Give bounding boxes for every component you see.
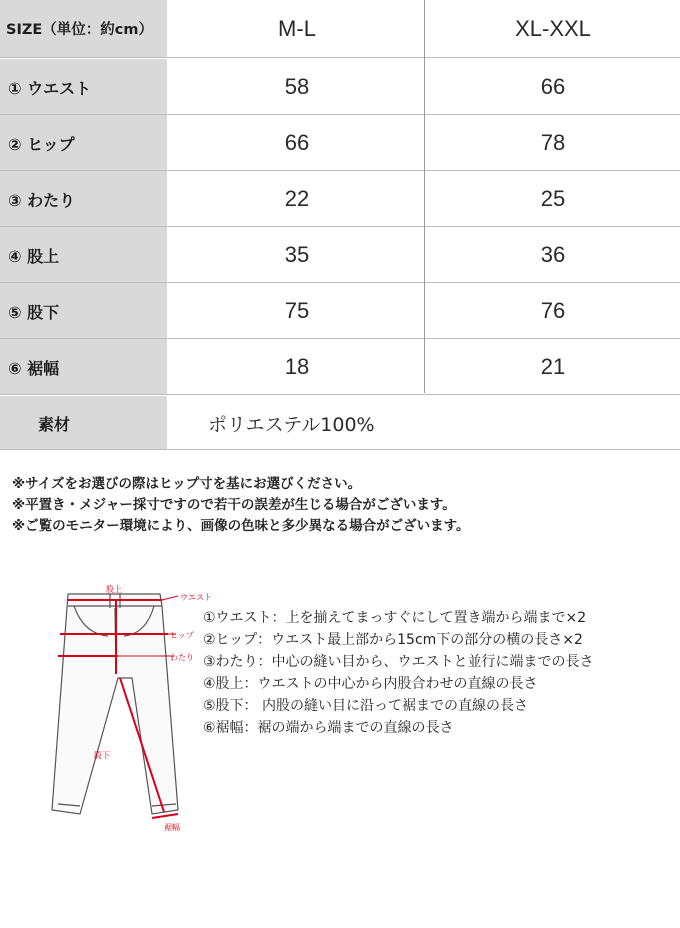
diagram-label-thigh: わたり — [170, 653, 194, 662]
material-label: 素材 — [0, 396, 167, 450]
table-cell: 35 — [284, 242, 310, 267]
row-divider — [0, 226, 680, 227]
legend-item: ⑥裾幅：裾の端から端までの直線の長さ — [203, 720, 454, 736]
table-cell: 78 — [540, 130, 566, 155]
column-divider — [424, 0, 425, 393]
diagram-label-inseam: 股下 — [94, 751, 110, 760]
note-item: ※平置き・メジャー採寸ですので若干の誤差が生じる場合がございます。 — [12, 497, 456, 513]
table-cell: 18 — [284, 354, 310, 379]
size-column-xlxxl: XL-XXL — [515, 15, 591, 41]
material-row — [0, 396, 680, 450]
legend-item: ④股上：ウエストの中心から内股合わせの直線の長さ — [203, 676, 538, 692]
diagram-label-waist: ウエスト — [180, 593, 212, 602]
notes — [12, 474, 672, 537]
table-cell: 36 — [540, 242, 566, 267]
table-cell: 21 — [540, 354, 566, 379]
note-item: ※ご覧のモニター環境により、画像の色味と多少異なる場合がございます。 — [12, 518, 470, 534]
row-divider — [0, 394, 680, 395]
table-cell: 75 — [284, 298, 310, 323]
table-cell: 58 — [284, 74, 310, 99]
diagram-label-rise: 股上 — [106, 585, 122, 594]
legend-item: ③わたり：中心の縫い目から、ウエストと並行に端までの長さ — [203, 654, 594, 670]
row-label-rise: ④ 股上 — [0, 227, 167, 283]
table-cell: 66 — [540, 74, 566, 99]
row-label-waist: ① ウエスト — [0, 59, 167, 115]
table-cell: 76 — [540, 298, 566, 323]
measurement-legend — [203, 607, 594, 739]
table-row — [0, 283, 680, 339]
size-table — [0, 0, 680, 450]
table-row — [0, 171, 680, 227]
table-row — [0, 227, 680, 283]
material-value: ポリエステル100% — [208, 413, 375, 436]
table-row — [0, 115, 680, 171]
row-divider — [0, 170, 680, 171]
table-header — [0, 0, 680, 57]
table-cell: 66 — [284, 130, 310, 155]
row-label-hem: ⑥ 裾幅 — [0, 339, 167, 395]
row-label-inseam: ⑤ 股下 — [0, 283, 167, 339]
table-row — [0, 339, 680, 395]
table-cell: 25 — [540, 186, 566, 211]
row-divider — [0, 338, 680, 339]
legend-item: ①ウエスト：上を揃えてまっすぐにして置き端から端まで×2 — [203, 610, 587, 626]
row-divider — [0, 57, 680, 58]
legend-item: ⑤股下： 内股の縫い目に沿って裾までの直線の長さ — [203, 698, 528, 714]
size-header-label: SIZE（単位：約cm） — [0, 0, 167, 57]
row-label-thigh: ③ わたり — [0, 171, 167, 227]
table-row — [0, 59, 680, 115]
diagram-label-hem: 裾幅 — [164, 823, 180, 832]
table-bottom-border — [0, 449, 680, 450]
row-label-hip: ② ヒップ — [0, 115, 167, 171]
legend-item: ②ヒップ：ウエスト最上部から15cm下の部分の横の長さ×2 — [203, 632, 583, 648]
diagram-label-hip: ヒップ — [170, 631, 194, 640]
row-divider — [0, 282, 680, 283]
row-divider — [0, 114, 680, 115]
table-cell: 22 — [284, 186, 310, 211]
size-column-ml: M-L — [278, 15, 316, 41]
note-item: ※サイズをお選びの際はヒップ寸を基にお選びください。 — [12, 476, 362, 492]
